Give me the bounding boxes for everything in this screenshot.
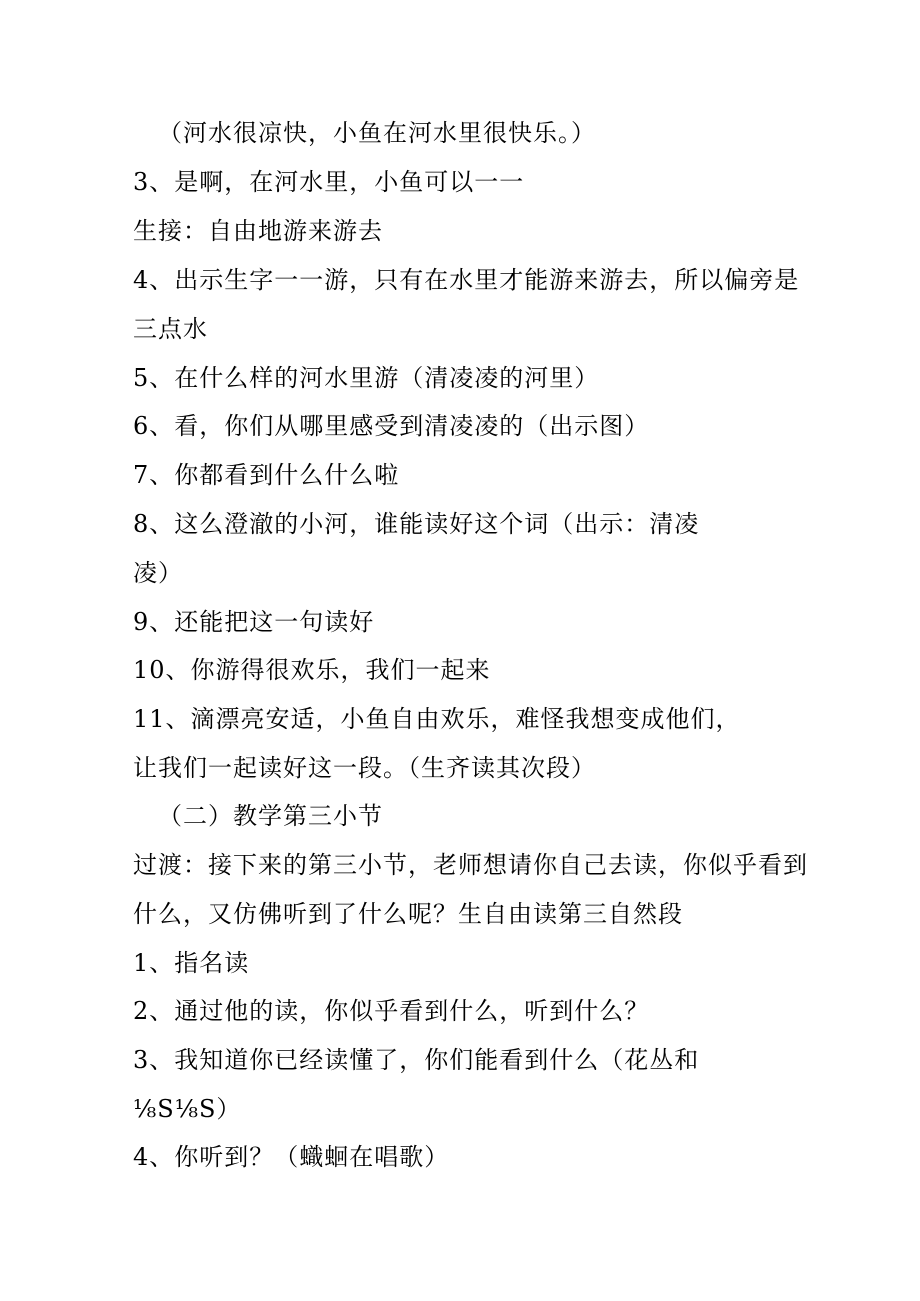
text-line: 让我们一起读好这一段。（生齐读其次段）: [133, 754, 596, 782]
text-line: 生接：自由地游来游去: [133, 217, 383, 245]
text-line: ⅛S⅛S）: [133, 1095, 242, 1123]
text-line: 凌）: [133, 559, 183, 587]
text-line: 3、是啊，在河水里，小鱼可以一一: [133, 168, 525, 196]
text-line: 过渡：接下来的第三小节，老师想请你自己去读，你似乎看到: [133, 851, 808, 879]
text-line: 11、滴漂亮安适，小鱼自由欢乐，难怪我想变成他们，: [133, 705, 741, 733]
text-line: 10、你游得很欢乐，我们一起来: [133, 656, 491, 684]
text-line: 什么，又仿佛听到了什么呢？生自由读第三自然段: [133, 900, 683, 928]
text-line: 4、你听到？（蟙蛔在唱歌）: [133, 1143, 450, 1171]
text-line: 7、你都看到什么什么啦: [133, 461, 400, 489]
text-line: 1、指名读: [133, 949, 250, 977]
section-heading: （二）教学第三小节: [158, 802, 383, 830]
text-line: 8、这么澄澈的小河，谁能读好这个词（出示：清凌: [133, 510, 700, 538]
text-line: 9、还能把这一句读好: [133, 608, 375, 636]
text-line: 4、出示生字一一游，只有在水里才能游来游去，所以偏旁是: [133, 266, 800, 294]
text-line: 5、在什么样的河水里游（清凌凌的河里）: [133, 364, 600, 392]
text-line: （河水很凉快，小鱼在河水里很快乐。）: [158, 119, 596, 147]
text-line: 2、通过他的读，你似乎看到什么，听到什么？: [133, 997, 650, 1025]
text-line: 三点水: [133, 315, 208, 343]
text-line: 3、我知道你已经读懂了，你们能看到什么（花丛和: [133, 1046, 700, 1074]
text-line: 6、看，你们从哪里感受到清凌凌的（出示图）: [133, 412, 650, 440]
